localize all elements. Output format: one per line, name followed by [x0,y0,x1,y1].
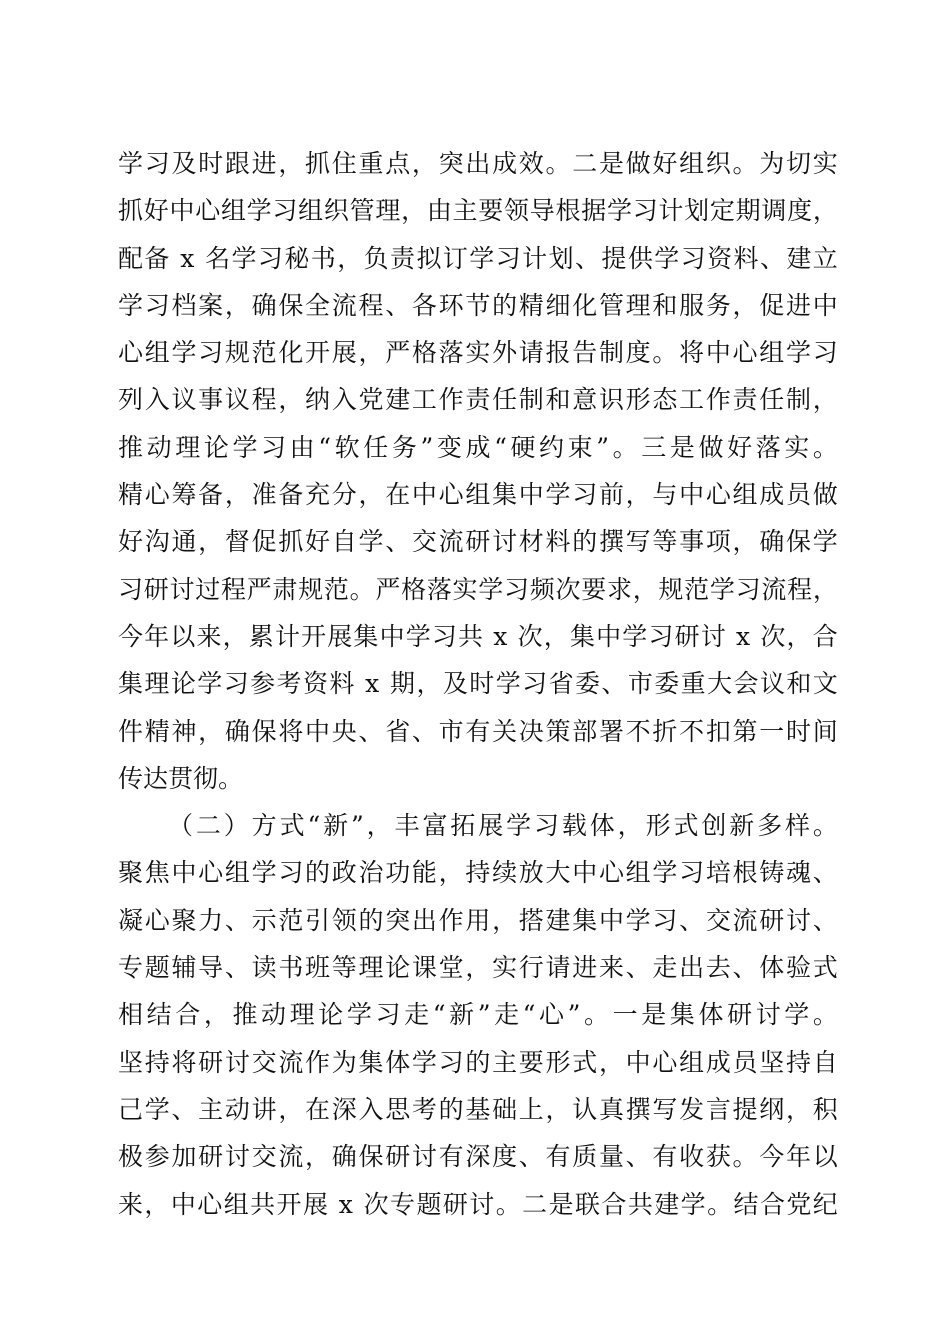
text-line: 坚 持 将 研 讨 交 流 作 为 集 体 学 习 的 主 要 形 式 ， 中 心 组 成 员 坚 持 自 [118,1047,838,1077]
text-line: 己 学 、 主 动 讲 ， 在 深 入 思 考 的 基 础 上 ， 认 真 撰 写 发 言 提 纲 ， 积 [118,1094,838,1124]
text-line: 抓 好 中 心 组 学 习 组 织 管 理 ， 由 主 要 领 导 根 据 学 习 计 划 定 期 调 度 ， [118,196,838,226]
text-line: 习 研 讨 过 程 严 肃 规 范 。 严 格 落 实 学 习 频 次 要 求 ， 规 范 学 习 流 程 ， [118,574,838,604]
text-line: 相 结 合 ， 推 动 理 论 学 习 走 “ 新 ” 走 “ 心 ” 。 一 是 集 体 研 讨 学 。 [118,1000,838,1030]
text-line: 件 精 神 ， 确 保 将 中 央 、 省 、 市 有 关 决 策 部 署 不 折 不 扣 第 一 时 间 [118,716,838,746]
text-line: 聚 焦 中 心 组 学 习 的 政 治 功 能 ， 持 续 放 大 中 心 组 学 习 培 根 铸 魂 、 [118,858,838,888]
text-line: 推 动 理 论 学 习 由 “ 软 任 务 ” 变 成 “ 硬 约 束 ” 。 三 是 做 好 落 实 。 [118,432,838,462]
text-line: 配 备 x 名 学 习 秘 书 ， 负 责 拟 订 学 习 计 划 、 提 供 学 习 资 料 、 建 立 [118,243,838,273]
text-line: 学 习 档 案 ， 确 保 全 流 程 、 各 环 节 的 精 细 化 管 理 和 服 务 ， 促 进 中 [118,290,838,320]
text-line: 来 ， 中 心 组 共 开 展 x 次 专 题 研 讨 。 二 是 联 合 共 建 学 。 结 合 党 纪 [118,1189,838,1219]
text-line: 好 沟 通 ， 督 促 抓 好 自 学 、 交 流 研 讨 材 料 的 撰 写 等 事 项 ， 确 保 学 [118,527,838,557]
text-line: 学 习 及 时 跟 进 ， 抓 住 重 点 ， 突 出 成 效 。 二 是 做 好 组 织 。 为 切 实 [118,149,838,178]
text-line: 极 参 加 研 讨 交 流 ， 确 保 研 讨 有 深 度 、 有 质 量 、 有 收 获 。 今 年 以 [118,1142,838,1172]
text-line: 心 组 学 习 规 范 化 开 展 ， 严 格 落 实 外 请 报 告 制 度 。 将 中 心 组 学 习 [118,338,838,368]
document-body [118,140,838,1228]
text-line: 传达贯彻。 [118,763,244,793]
text-line: 专 题 辅 导 、 读 书 班 等 理 论 课 堂 ， 实 行 请 进 来 、 走 出 去 、 体 验 式 [118,953,838,983]
section-heading: （ 二 ） 方 式 “ 新 ” ， 丰 富 拓 展 学 习 载 体 ， 形 式 创 新 多 样 。 [168,811,838,841]
text-line: 今 年 以 来 ， 累 计 开 展 集 中 学 习 共 x 次 ， 集 中 学 习 研 讨 x 次 ， 合 [118,621,838,651]
text-line: 集 理 论 学 习 参 考 资 料 x 期 ， 及 时 学 习 省 委 、 市 委 重 大 会 议 和 文 [118,669,838,699]
text-line: 列 入 议 事 议 程 ， 纳 入 党 建 工 作 责 任 制 和 意 识 形 态 工 作 责 任 制 ， [118,385,838,415]
text-line: 凝 心 聚 力 、 示 范 引 领 的 突 出 作 用 ， 搭 建 集 中 学 习 、 交 流 研 讨 、 [118,905,838,935]
text-line: 精 心 筹 备 ， 准 备 充 分 ， 在 中 心 组 集 中 学 习 前 ， 与 中 心 组 成 员 做 [118,480,838,510]
